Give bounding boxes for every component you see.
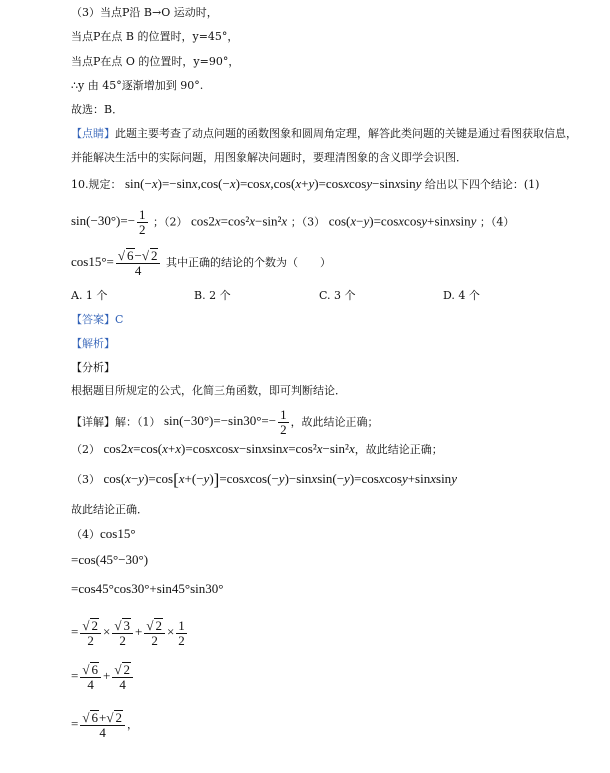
detail-tag: 【详解】 — [71, 415, 115, 429]
q10-sep4: ；（4） — [479, 215, 515, 229]
q10-line-3 — [71, 248, 331, 278]
fenxi-tag: 【分析】 — [71, 361, 115, 374]
comment-tag: 【点睛】 — [71, 127, 115, 140]
detail-4-lead: （4） — [71, 528, 100, 541]
q10-mid: 给出以下四个结论：(1) — [424, 178, 540, 191]
q10-question: 其中正确的结论的个数为（ ） — [165, 255, 331, 269]
comment-text-1: 此题主要考查了动点问题的函数图象和圆周角定理，解答此类问题的关键是通过看图获取信息， — [115, 127, 577, 140]
option-b: B. 2 个 — [194, 289, 231, 302]
q10-c2: cos2x=cos²x−sin²x — [191, 213, 288, 229]
detail-4-step4: = $\frac{√ 6}{4}$ + $\frac{√ 2}{4}$ — [71, 662, 135, 692]
q10-c3: cos(x−y)=cosxcosy+sinxsiny — [328, 213, 477, 229]
detail-4-step2: =cos45°cos30°+sin45°sin30° — [71, 581, 224, 596]
detail-4-step5: = $\frac{√ 6+√ 2}{4}$ ， — [71, 710, 138, 740]
detail-4-comma: ， — [126, 717, 138, 731]
detail-3 — [71, 471, 457, 488]
q10-c4: cos15°= $\frac{√ 6-√ 2}{4}$ — [71, 254, 162, 269]
step3-conclusion: ∴y 由 45°逐渐增加到 90°. — [71, 79, 204, 92]
detail-1-tail: ，故此结论正确； — [290, 415, 379, 429]
detail-2 — [71, 441, 443, 458]
step3-heading: （3）当点P沿 B→O 运动时， — [71, 6, 218, 19]
detail-4-step3: = $\frac{√ 2}{2}$ × $\frac{√ 3}{2}$ + $\frac{√ 2}{2}$ × $\frac{1}{2}$ — [71, 617, 185, 648]
detail-2-lead: （2） — [71, 443, 100, 456]
q10-line-2 — [71, 208, 514, 237]
step3-point-b: 当点P在点 B 的位置时，y=45°， — [71, 30, 239, 43]
q10-c1: sin(−30°)=− $\frac{1}{2}$ — [71, 207, 146, 237]
option-a: A. 1 个 — [71, 289, 108, 302]
fenxi-text: 根据题目所规定的公式，化简三角函数，即可判断结论． — [71, 384, 346, 397]
q10-defs: sin(−x)=−sinx,cos(−x)=cosx,cos(x+y)=cosxcosy−sinxsiny — [125, 176, 422, 191]
option-c: C. 3 个 — [319, 289, 356, 302]
answer-tag: 【答案】C — [71, 313, 124, 326]
option-d: D. 4 个 — [443, 289, 480, 302]
detail-4-step1: =cos(45°−30°) — [71, 552, 149, 567]
detail-1-math: sin(−30°)=−sin30°=− $\frac{1}{2}$ — [164, 407, 287, 437]
detail-3-lead: （3） — [71, 473, 100, 486]
comment-line-2: 并能解决生活中的实际问题，用图象解决问题时，要理清图象的含义即学会识图． — [71, 151, 467, 164]
detail-1-lead: 解：（1） — [115, 415, 161, 429]
detail-4 — [71, 526, 136, 543]
detail-2-math: cos2x=cos(x+x)=cosxcosx−sinxsinx=cos²x−sin²x — [103, 441, 355, 456]
q10-lead: 10.规定： — [71, 178, 122, 191]
detail-1 — [71, 408, 379, 437]
answer-q9: 故选：B． — [71, 103, 124, 116]
q10-sep3: ；（3） — [290, 215, 326, 229]
detail-3-conclusion: 故此结论正确． — [71, 503, 148, 516]
q10-line-1 — [71, 176, 539, 193]
detail-4-expr: cos15° — [100, 526, 136, 541]
step3-point-o: 当点P在点 O 的位置时，y=90°， — [71, 55, 240, 68]
detail-3-math: cos(x−y)=cos[x+(−y)]=cosxcos(−y)−sinxsin(−y)=cosxcosy+sinxsiny — [103, 470, 457, 489]
jiexi-tag: 【解析】 — [71, 337, 115, 350]
comment-line-1 — [71, 126, 577, 142]
detail-2-tail: ，故此结论正确； — [354, 443, 443, 456]
q10-sep2: ；（2） — [153, 215, 188, 229]
